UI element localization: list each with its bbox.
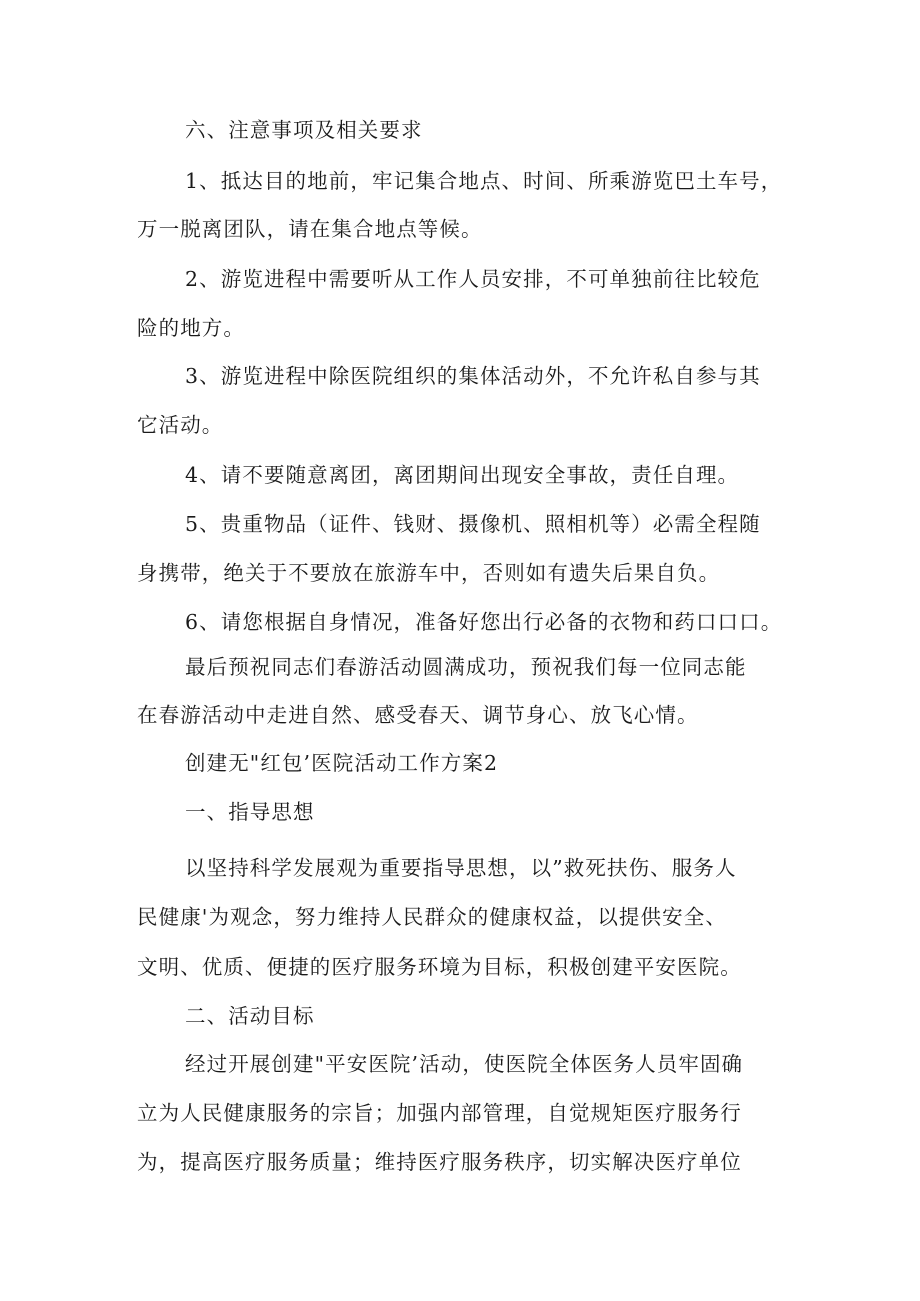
- paragraph-line: 身携带，绝关于不要放在旅游车中，否则如有遗失后果自负。: [137, 561, 721, 585]
- paragraph-line: 它活动。: [137, 413, 224, 437]
- paragraph-line: 民健康'为观念，努力维持人民群众的健康权益，以提供安全、: [137, 905, 727, 929]
- document-title: 创建无"红包’医院活动工作方案2: [185, 751, 499, 775]
- paragraph-line: 在春游活动中走进自然、感受春天、调节身心、放飞心情。: [137, 703, 699, 727]
- paragraph-line: 文明、优质、便捷的医疗服务环境为目标，积极创建平安医院。: [137, 955, 742, 979]
- paragraph-line: 万一脱离团队，请在集合地点等候。: [137, 217, 483, 241]
- paragraph-line: 1、抵达目的地前，牢记集合地点、时间、所乘游览巴土车号，: [185, 169, 783, 193]
- paragraph-line: 5、贵重物品（证件、钱财、摄像机、照相机等）必需全程随: [185, 512, 761, 536]
- paragraph-line: 为，提高医疗服务质量；维持医疗服务秩序，切实解决医疗单位: [137, 1150, 742, 1174]
- paragraph-line: 3、游览进程中除医院组织的集体活动外，不允许私自参与其: [185, 364, 761, 388]
- section-heading-guiding-thought: 一、指导思想: [185, 800, 315, 824]
- paragraph-line: 险的地方。: [137, 316, 245, 340]
- paragraph-line: 经过开展创建"平安医院’活动，使医院全体医务人员牢固确: [185, 1052, 744, 1076]
- paragraph-line: 4、请不要随意离团，离团期间出现安全事故，责任自理。: [185, 463, 740, 487]
- paragraph-line: 立为人民健康服务的宗旨；加强内部管理，自觉规矩医疗服务行: [137, 1101, 742, 1125]
- section-heading-activity-goals: 二、活动目标: [185, 1004, 315, 1028]
- section-heading-notes: 六、注意事项及相关要求: [185, 118, 423, 142]
- paragraph-line: 2、游览进程中需要听从工作人员安排，不可单独前往比较危: [185, 267, 761, 291]
- paragraph-line: 最后预祝同志们春游活动圆满成功，预祝我们每一位同志能: [185, 655, 747, 679]
- paragraph-line: 6、请您根据自身情况，准备好您出行必备的衣物和药口口口。: [185, 610, 783, 634]
- paragraph-line: 以坚持科学发展观为重要指导思想，以”救死扶伤、服务人: [185, 856, 737, 880]
